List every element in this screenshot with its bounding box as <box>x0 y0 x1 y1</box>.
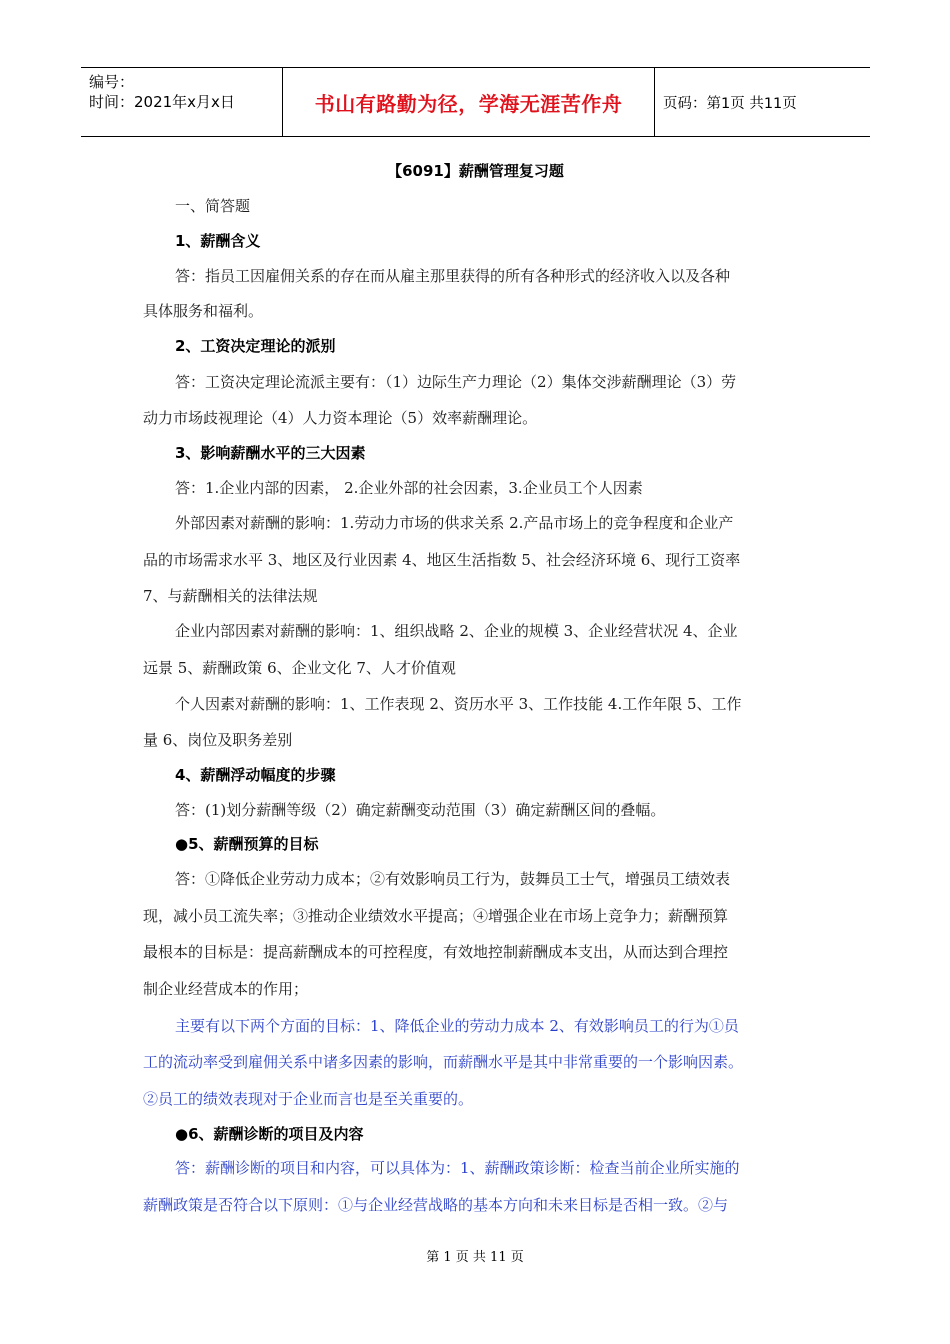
page-footer: 第 1 页 共 11 页 <box>426 1250 524 1265</box>
document-date: 时间：2021年x月x日 <box>89 93 235 111</box>
answer-text: 量 6、岗位及职务差别 <box>143 731 293 749</box>
page-header <box>81 67 870 137</box>
answer-text: 答：1.企业内部的因素， 2.企业外部的社会因素，3.企业员工个人因素 <box>175 479 643 497</box>
answer-text: 远景 5、薪酬政策 6、企业文化 7、人才价值观 <box>143 659 456 677</box>
document-number-label: 编号： <box>89 73 135 91</box>
answer-text: 答：(1)划分薪酬等级（2）确定薪酬变动范围（3）确定薪酬区间的叠幅。 <box>175 801 666 819</box>
answer-text: 答：指员工因雇佣关系的存在而从雇主那里获得的所有各种形式的经济收入以及各种 <box>175 267 731 285</box>
highlighted-answer-text: 工的流动率受到雇佣关系中诸多因素的影响，而薪酬水平是其中非常重要的一个影响因素。 <box>143 1053 744 1071</box>
answer-text: 7、与薪酬相关的法律法规 <box>143 587 318 605</box>
answer-text: 企业内部因素对薪酬的影响：1、组织战略 2、企业的规模 3、企业经营状况 4、企业 <box>175 622 738 640</box>
answer-text: 制企业经营成本的作用； <box>143 980 309 998</box>
answer-text: 具体服务和福利。 <box>143 302 264 320</box>
document-title: 【6091】薪酬管理复习题 <box>387 162 564 180</box>
section-heading: 一、简答题 <box>175 197 251 215</box>
header-motto: 书山有路勤为径，学海无涯苦作舟 <box>314 91 623 116</box>
answer-text: 最根本的目标是：提高薪酬成本的可控程度，有效地控制薪酬成本支出，从而达到合理控 <box>143 943 729 961</box>
question-heading: 2、工资决定理论的派别 <box>175 337 336 355</box>
answer-text: 个人因素对薪酬的影响：1、工作表现 2、资历水平 3、工作技能 4.工作年限 5、工作 <box>175 695 742 713</box>
answer-text: 现，减小员工流失率；③推动企业绩效水平提高；④增强企业在市场上竞争力；薪酬预算 <box>143 907 729 925</box>
highlighted-answer-text: 主要有以下两个方面的目标：1、降低企业的劳动力成本 2、有效影响员工的行为①员 <box>175 1017 739 1035</box>
answer-text: 外部因素对薪酬的影响：1.劳动力市场的供求关系 2.产品市场上的竞争程度和企业产 <box>175 514 734 532</box>
header-divider <box>654 68 655 136</box>
question-heading: ●6、薪酬诊断的项目及内容 <box>175 1125 364 1143</box>
question-heading: 4、薪酬浮动幅度的步骤 <box>175 766 336 784</box>
header-meta <box>89 72 279 112</box>
highlighted-answer-text: ②员工的绩效表现对于企业而言也是至关重要的。 <box>143 1090 474 1108</box>
answer-text: 动力市场歧视理论（4）人力资本理论（5）效率薪酬理论。 <box>143 409 538 427</box>
answer-text: 答：工资决定理论流派主要有：（1）边际生产力理论（2）集体交涉薪酬理论（3）劳 <box>175 373 737 391</box>
question-heading: 1、薪酬含义 <box>175 232 261 250</box>
header-page-info: 页码：第1页 共11页 <box>663 95 797 112</box>
answer-text: 答：①降低企业劳动力成本；②有效影响员工行为，鼓舞员工士气，增强员工绩效表 <box>175 870 731 888</box>
highlighted-answer-text: 答：薪酬诊断的项目和内容，可以具体为：1、薪酬政策诊断：检查当前企业所实施的 <box>175 1159 740 1177</box>
highlighted-answer-text: 薪酬政策是否符合以下原则：①与企业经营战略的基本方向和未来目标是否相一致。②与 <box>143 1196 729 1214</box>
answer-text: 品的市场需求水平 3、地区及行业因素 4、地区生活指数 5、社会经济环境 6、现行工资率 <box>143 551 741 569</box>
question-heading: ●5、薪酬预算的目标 <box>175 835 319 853</box>
question-heading: 3、影响薪酬水平的三大因素 <box>175 444 366 462</box>
